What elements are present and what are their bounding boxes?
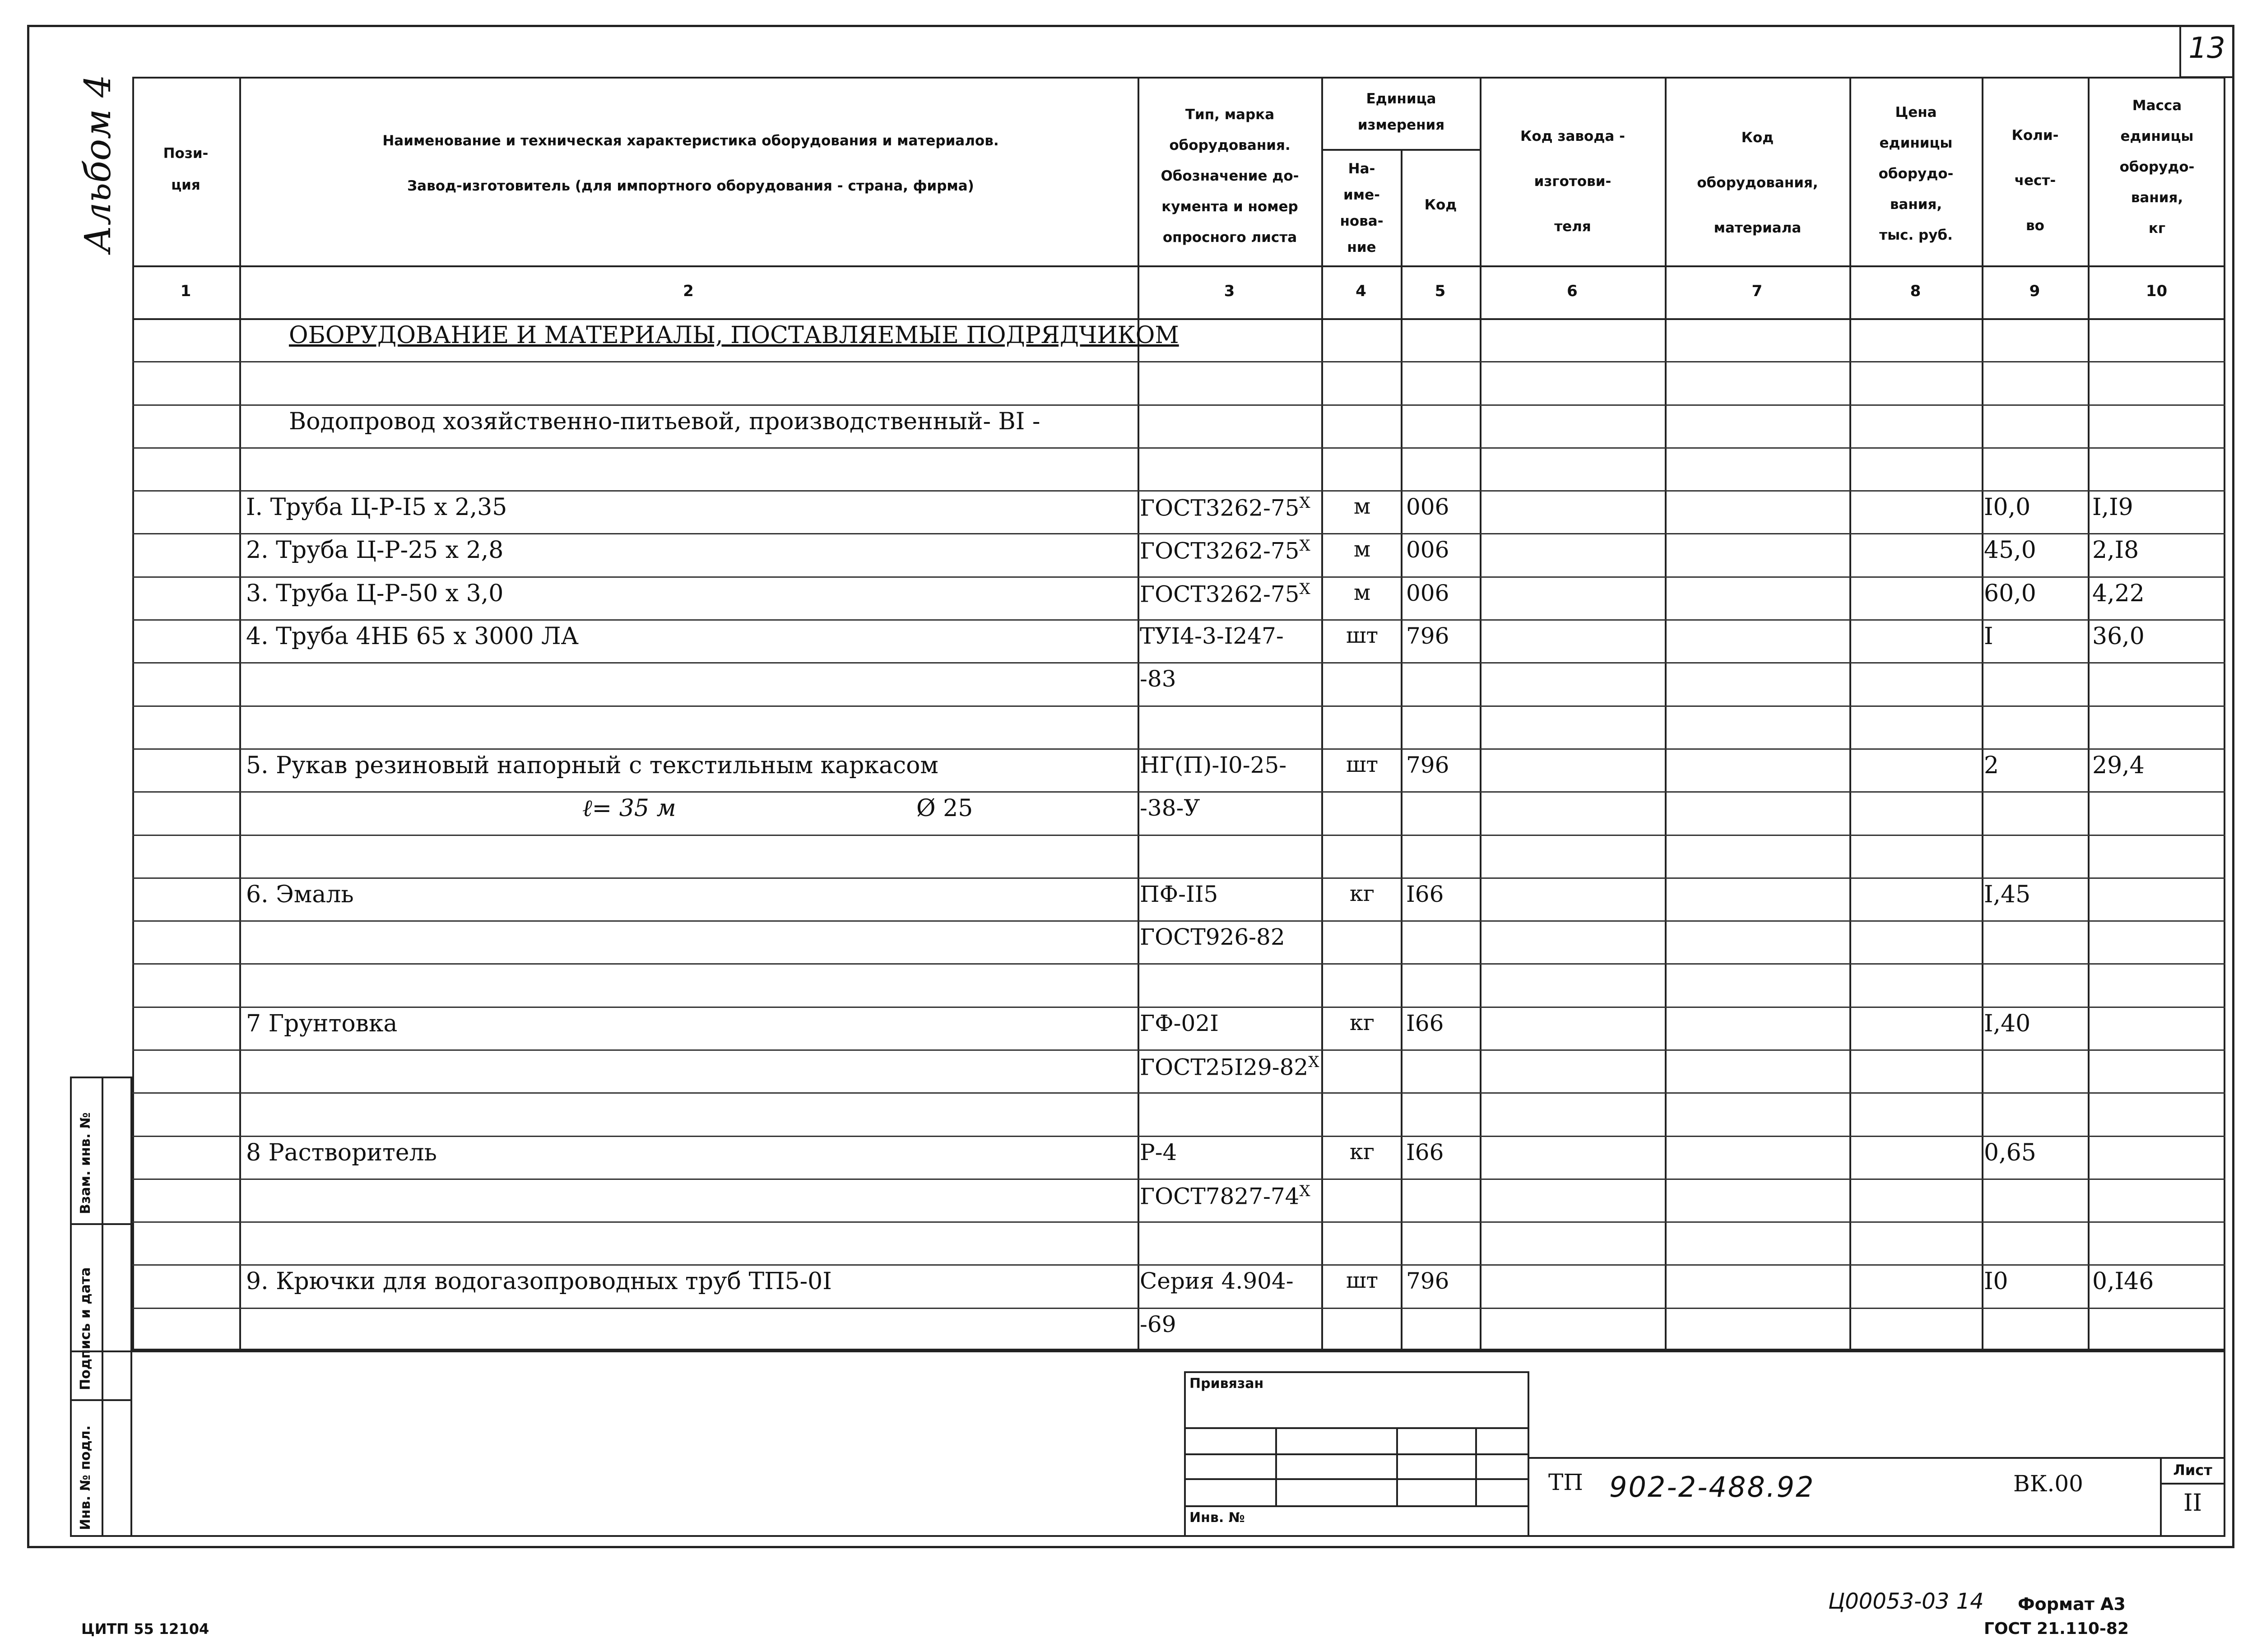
header-col2-line2: Завод-изготовитель (для импортного оборудования - страна, фирма) <box>407 178 974 194</box>
col-number-5: 5 <box>1435 282 1446 300</box>
row-line <box>132 361 2225 362</box>
row-line <box>132 1308 2225 1309</box>
item-type <box>1140 494 1310 521</box>
row-line <box>132 1007 2225 1008</box>
col-line <box>1321 77 1323 1350</box>
header-group-line <box>1321 149 1480 151</box>
row-line <box>132 576 2225 578</box>
item-quantity: I,40 <box>1984 1010 2031 1037</box>
header-unit-group: Единица измерения <box>1357 91 1445 133</box>
item-name: 9. Крючки для водогазопроводных труб ТП5-0I <box>246 1268 832 1295</box>
sheet-line <box>2160 1483 2225 1485</box>
col-line <box>1138 77 1139 1350</box>
item-name: 4. Труба 4НБ 65 х 3000 ЛА <box>246 623 579 650</box>
row-line <box>132 404 2225 406</box>
col-number-4: 4 <box>1356 282 1366 300</box>
item-type <box>1140 752 1286 778</box>
privyazan-line <box>1184 1478 1529 1480</box>
item-unit: кг <box>1349 1010 1375 1035</box>
header-col9: Коли- чест- во <box>2011 127 2059 234</box>
item-type-text: -83 <box>1140 666 1176 692</box>
inv-no-label: Инв. № <box>1189 1510 1245 1526</box>
col-line <box>2088 77 2090 1350</box>
col-number-3: 3 <box>1224 282 1235 300</box>
footer-copy-number: Ц00053-03 14 <box>1828 1589 1984 1614</box>
item-type-superscript: X <box>1299 1182 1310 1200</box>
page-number: 13 <box>2188 32 2225 65</box>
item-unit-code: I66 <box>1406 1010 1444 1036</box>
item-type-text: Серия 4.904- <box>1140 1268 1294 1294</box>
item-type <box>1140 1268 1294 1294</box>
item-quantity: I,45 <box>1984 881 2031 908</box>
item-type-text: ГФ-02I <box>1140 1010 1219 1036</box>
item-mass: 2,I8 <box>2092 537 2139 564</box>
item-name: 8 Растворитель <box>246 1139 437 1166</box>
item-unit: шт <box>1346 1268 1379 1293</box>
col-number-1: 1 <box>180 282 191 300</box>
item-type <box>1140 1010 1219 1036</box>
item-unit: кг <box>1349 1139 1375 1165</box>
row-line <box>132 1179 2225 1180</box>
item-unit-code: 796 <box>1406 623 1449 649</box>
col-line <box>1849 77 1851 1350</box>
row-line <box>132 835 2225 836</box>
item-mass: 0,I46 <box>2092 1268 2154 1295</box>
row-line <box>132 748 2225 750</box>
item-name: 2. Труба Ц-Р-25 х 2,8 <box>246 537 504 564</box>
header-col7: Код оборудования, материала <box>1697 130 1818 236</box>
row-line <box>132 791 2225 793</box>
title-line <box>1529 1457 2225 1459</box>
footer-format: Формат А3 <box>2018 1594 2126 1614</box>
privyazan-col <box>1275 1427 1277 1505</box>
col-line <box>1665 77 1667 1350</box>
item-unit-code: I66 <box>1406 1139 1444 1165</box>
item-quantity: 45,0 <box>1984 537 2036 564</box>
row-line <box>132 533 2225 534</box>
item-type <box>1140 666 1176 692</box>
item-quantity: 0,65 <box>1984 1139 2036 1166</box>
podpis-data-label: Подпись и дата <box>78 1267 93 1390</box>
item-type <box>1140 580 1310 608</box>
header-col2-line1: Наименование и техническая характеристика оборудования и материалов. <box>382 133 999 149</box>
item-quantity: 2 <box>1984 752 1999 779</box>
item-type-superscript: X <box>1299 580 1310 598</box>
item-unit: м <box>1353 537 1371 562</box>
item-type-text: Р-4 <box>1140 1139 1177 1165</box>
item-quantity: I0,0 <box>1984 494 2031 521</box>
item-quantity: I <box>1984 623 1993 650</box>
row-line <box>132 490 2225 492</box>
row-line <box>132 1092 2225 1094</box>
header-col6: Код завода - изготови- теля <box>1520 128 1625 235</box>
item-quantity: 60,0 <box>1984 580 2036 607</box>
item-type-text: ТУI4-3-I247- <box>1140 623 1284 649</box>
item-unit-code: 796 <box>1406 1268 1449 1294</box>
item-unit-code: 006 <box>1406 580 1449 606</box>
item-name: 6. Эмаль <box>246 881 354 908</box>
left-margin-line <box>70 1223 132 1225</box>
item-type <box>1140 1311 1176 1337</box>
item-diameter: Ø 25 <box>916 795 973 822</box>
item-name: 3. Труба Ц-Р-50 х 3,0 <box>246 580 504 607</box>
col-line <box>239 77 241 1350</box>
item-type-text: НГ(П)-I0-25- <box>1140 752 1287 778</box>
inv-podl-label: Инв. № подл. <box>78 1425 93 1530</box>
item-type-text: ГОСТ926-82 <box>1140 924 1285 950</box>
item-type <box>1140 1139 1177 1165</box>
item-unit-code: 006 <box>1406 537 1449 563</box>
header-col10: Масса единицы оборудо- вания, кг <box>2119 97 2195 237</box>
tp-prefix: ТП <box>1548 1469 1583 1495</box>
header-col1: Пози- ция <box>163 145 209 193</box>
item-unit: шт <box>1346 752 1379 777</box>
col-number-2: 2 <box>683 282 694 300</box>
item-type-text: ГОСТ7827-74 <box>1140 1183 1300 1210</box>
item-type <box>1140 623 1284 649</box>
header-col8: Цена единицы оборудо- вания, тыс. руб. <box>1878 104 1954 243</box>
album-label: Альбом 4 <box>77 74 119 253</box>
item-unit: шт <box>1346 623 1379 648</box>
item-quantity: I0 <box>1984 1268 2008 1295</box>
row-line <box>132 447 2225 449</box>
col-number-10: 10 <box>2146 282 2168 300</box>
item-type-text: -38-У <box>1140 795 1200 821</box>
col-number-8: 8 <box>1910 282 1921 300</box>
item-mass: I,I9 <box>2092 494 2133 521</box>
col-line <box>1401 149 1402 1350</box>
item-name: Водопровод хозяйственно-питьевой, производственный- BI - <box>289 408 1040 435</box>
privyazan-label: Привязан <box>1189 1376 1264 1392</box>
header-col5: Код <box>1424 197 1457 213</box>
item-unit: кг <box>1349 881 1375 906</box>
vzam-inv-label: Взам. инв. № <box>78 1112 93 1214</box>
header-bottom-line <box>132 265 2225 267</box>
privyazan-line <box>1184 1505 1529 1507</box>
item-unit-code: I66 <box>1406 881 1444 907</box>
item-name: 5. Рукав резиновый напорный с текстильным каркасом <box>246 752 938 779</box>
col-number-9: 9 <box>2029 282 2040 300</box>
item-type <box>1140 924 1285 950</box>
item-name: 7 Грунтовка <box>246 1010 398 1037</box>
spec-table <box>132 77 2225 1350</box>
item-mass: 36,0 <box>2092 623 2145 650</box>
privyazan-line <box>1184 1427 1529 1429</box>
item-type-superscript: X <box>1299 537 1310 555</box>
item-type <box>1140 537 1310 564</box>
col-line <box>1480 77 1481 1350</box>
col-number-7: 7 <box>1751 282 1763 300</box>
row-line <box>132 619 2225 621</box>
header-col3: Тип, марка оборудования. Обозначение до- кумента и номер опросного листа <box>1161 107 1299 246</box>
item-type <box>1140 795 1200 821</box>
footer-left: ЦИТП 55 12104 <box>81 1620 209 1638</box>
item-mass: 4,22 <box>2092 580 2145 607</box>
project-number: 902-2-488.92 <box>1609 1471 1815 1504</box>
row-line <box>132 705 2225 707</box>
item-type-text: ГОСТ3262-75 <box>1140 495 1300 521</box>
item-unit: м <box>1353 494 1371 519</box>
row-line <box>132 1221 2225 1223</box>
row-line <box>132 662 2225 664</box>
item-unit-code: 006 <box>1406 494 1449 520</box>
item-type-text: ПФ-II5 <box>1140 881 1218 907</box>
item-type-text: ГОСТ3262-75 <box>1140 581 1300 608</box>
header-col4: На- име- нова- ние <box>1340 161 1384 255</box>
item-unit: м <box>1353 580 1371 605</box>
privyazan-line <box>1184 1453 1529 1455</box>
item-type <box>1140 1053 1319 1081</box>
row-line <box>132 1264 2225 1266</box>
item-type <box>1140 1182 1310 1210</box>
row-line <box>132 1136 2225 1137</box>
item-name: ОБОРУДОВАНИЕ И МАТЕРИАЛЫ, ПОСТАВЛЯЕМЫЕ ПОДРЯДЧИКОМ <box>289 322 1179 349</box>
item-name: I. Труба Ц-Р-I5 х 2,35 <box>246 494 507 521</box>
col-line <box>1982 77 1983 1350</box>
col-number-6: 6 <box>1567 282 1578 300</box>
item-type <box>1140 881 1218 907</box>
item-length: ℓ= 35 м <box>582 795 676 822</box>
stamp-area <box>70 1350 2225 1537</box>
row-line <box>132 1049 2225 1051</box>
footer-gost: ГОСТ 21.110-82 <box>1984 1620 2129 1638</box>
colnum-bottom-line <box>132 318 2225 320</box>
item-type-text: ГОСТ3262-75 <box>1140 538 1300 564</box>
row-line <box>132 963 2225 965</box>
sheet-number: II <box>2183 1490 2202 1517</box>
item-type-text: ГОСТ25I29-82 <box>1140 1054 1309 1081</box>
privyazan-col <box>1396 1427 1398 1505</box>
drawing-mark: ВК.00 <box>2013 1471 2083 1497</box>
row-line <box>132 920 2225 922</box>
item-mass: 29,4 <box>2092 752 2145 779</box>
sheet-label: Лист <box>2173 1462 2212 1479</box>
row-line <box>132 877 2225 879</box>
item-unit-code: 796 <box>1406 752 1449 778</box>
item-type-superscript: X <box>1299 494 1310 512</box>
item-type-superscript: X <box>1308 1053 1319 1071</box>
item-type-text: -69 <box>1140 1311 1176 1337</box>
privyazan-col <box>1475 1427 1477 1505</box>
